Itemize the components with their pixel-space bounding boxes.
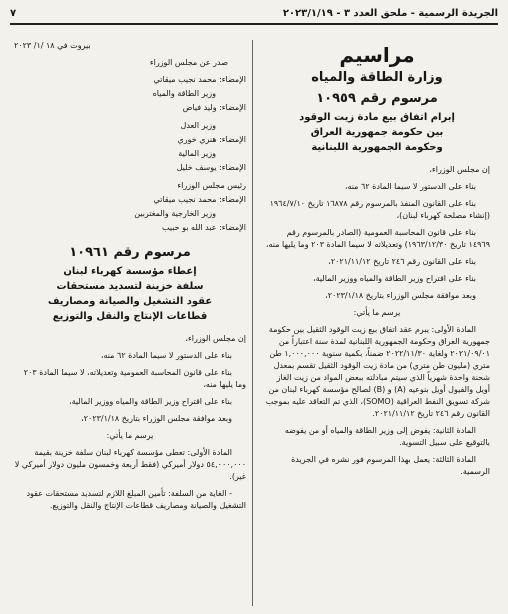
preamble-line: بناء على القانون المنفذ بالمرسوم رقم ١٦٨٧٨ تاريخ ١٩٦٤/٧/١٠ (إنشاء مصلحة كهرباء لبنان)، [269, 199, 490, 220]
article: المادة الأولى: تعطى مؤسسة كهرباء لبنان سلفة خزينة بقيمة ٥٤,٠٠٠,٠٠٠ دولار أميركي (فقط أربعة وخمسون مليون دولار أميركي لا غير). [14, 448, 246, 481]
decree-subject-line: بين حكومة جمهورية العراق [310, 127, 444, 138]
preamble-line: بناء على اقتراح وزير الطاقة والمياه ووزير المالية، [69, 397, 232, 406]
preamble-line: بناء على قانون المحاسبة العمومية وتعديلاته، لا سيما المادة ٢٠٣ وما يليها منه، [23, 368, 246, 389]
signature-line: الإمضاء: محمد نجيب ميقاتي [153, 195, 246, 204]
decree-subject-line: وحكومة الجمهورية اللبنانية [311, 142, 443, 153]
preamble-line: بناء على اقتراح وزير الطاقة والمياه ووزير المالية، [313, 274, 476, 283]
signature-line: الإمضاء: يوسف خليل [176, 163, 246, 172]
column-divider [252, 40, 253, 606]
minister-title: رئيس مجلس الوزراء [177, 181, 246, 190]
decree-subject-line: إعطاء مؤسسة كهرباء لبنان [63, 266, 197, 277]
preamble-line: بناء على القانون رقم ٢٤٦ تاريخ ٢٠٢١/١١/١٢، [328, 257, 476, 266]
preamble-line: وبعد موافقة مجلس الوزراء بتاريخ ٢٠٢٣/١/١٨، [81, 414, 232, 423]
left-column [14, 40, 246, 517]
preamble-line: بناء على قانون المحاسبة العمومية (الصادر بالمرسوم رقم ١٤٩٦٩ تاريخ ١٩٦٣/١٢/٣٠) وتعديلاته لا سيما المادة ٢٠٣ وما يليها منه، [265, 228, 490, 249]
minister-title: وزير المالية [178, 149, 216, 158]
article: المادة الثالثة: يعمل بهذا المرسوم فور نشره في الجريدة الرسمية. [291, 455, 490, 476]
decree-number: مرسوم رقم ١٠٩٦١ [69, 245, 191, 260]
place-date: بيروت في ١٨ /١/ ٢٠٢٣ [14, 41, 91, 50]
page-number: ٧ [10, 7, 17, 19]
minister-title: وزير العدل [180, 121, 216, 130]
article: المادة الأولى: يبرم عقد اتفاق بيع زيت الوقود الثقيل بين حكومة جمهورية العراق وحكومة الجمهورية اللبنانية لمدة سنة اعتباراً من ٢٠٢١/٠٩/٠١ ولغاية ٢٠٢٢/١١/٣٠ ضمناً، بكمية سنوية ١,٠٠٠,٠٠٠ طن متري (مليون طن متري) من مادة زيت الوقود الثقيل تقسم بمعدل شحنة واحدة شهرياً الذي سيتم مبادلته ببعض المواد من زيت الغاز أويل والفيول أويل بنوعيه (A) و (B) لصالح مؤسسة كهرباء لبنان من شركة تسويق النفط العراقية (SOMO)، الذي تم التعاقد عليه بموجب القانون رقم ٢٤٦ تاريخ ٢٠٢١/١١/١٢. [265, 325, 490, 418]
signature-line: الإمضاء: محمد نجيب ميقاتي [153, 75, 246, 84]
decree-subject-line: سلفة خزينة لتسديد مستحقات [56, 281, 204, 292]
decree-subject-line: إبرام اتفاق بيع مادة زيت الوقود [299, 112, 455, 123]
header-rule [10, 23, 498, 25]
decrees-line: يرسم ما يأتي: [106, 431, 154, 440]
section-title: مراسيم [339, 43, 415, 67]
decrees-line: يرسم ما يأتي: [353, 308, 401, 317]
article: المادة الثانية: يفوض إلى وزير الطاقة والمياه أو من يفوضه بالتوقيع على سبيل التسوية. [284, 426, 490, 447]
preamble-line: بناء على الدستور لا سيما المادة ٦٢ منه، [100, 351, 232, 360]
decree-number: مرسوم رقم ١٠٩٥٩ [316, 91, 438, 106]
article: - الغاية من السلفة: تأمين المبلغ اللازم لتسديد مستحقات عقود التشغيل والصيانة ومصاريف قطاعات الإنتاج والنقل والتوزيع. [26, 489, 246, 510]
signature-line: الإمضاء: هنري خوري [177, 135, 246, 144]
preamble-line: وبعد موافقة مجلس الوزراء بتاريخ ٢٠٢٣/١/١٨، [325, 291, 476, 300]
signature-line: الإمضاء: وليد فياض [182, 103, 246, 112]
preamble-line: إن مجلس الوزراء، [429, 165, 490, 174]
gazette-info: الجريدة الرسمية - ملحق العدد ٣ - ٢٠٢٣/١/١٩ [282, 7, 498, 19]
decree-subject-line: قطاعات الإنتاج والنقل والتوزيع [52, 311, 208, 322]
right-column [264, 44, 490, 483]
issued-by: صدر عن مجلس الوزراء [149, 58, 228, 67]
decree-subject-line: عقود التشغيل والصيانة ومصاريف [47, 296, 213, 307]
signature-line: الإمضاء: عبد الله بو حبيب [161, 223, 246, 232]
preamble-line: إن مجلس الوزراء، [185, 334, 246, 343]
preamble-line: بناء على الدستور لا سيما المادة ٦٢ منه، [344, 182, 476, 191]
minister-title: وزير الطاقة والمياه [152, 89, 216, 98]
page-header [10, 4, 498, 22]
ministry-title: وزارة الطاقة والمياه [311, 70, 443, 85]
minister-title: وزير الخارجية والمغتربين [134, 209, 216, 218]
